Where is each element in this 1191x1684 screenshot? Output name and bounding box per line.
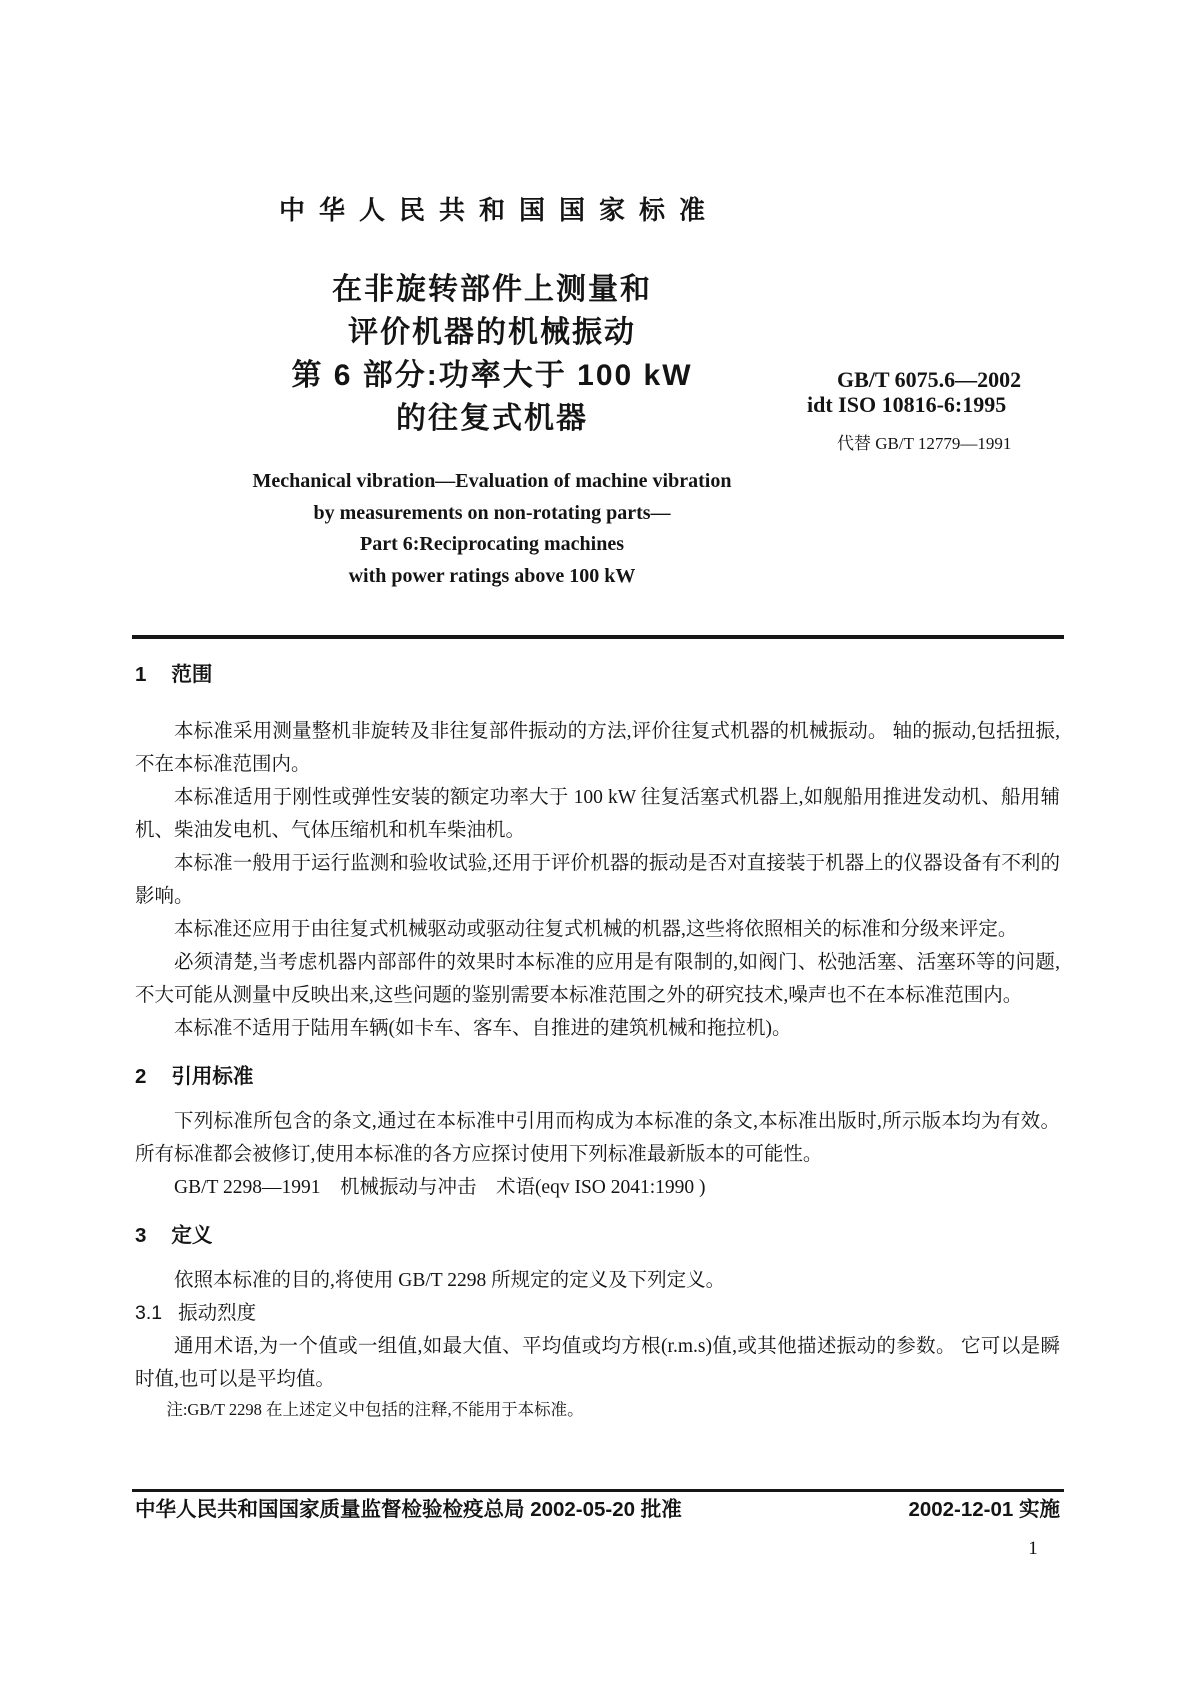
- document-body: [135, 622, 1060, 1424]
- implementation-date: 2002-12-01 实施: [908, 1498, 1060, 1521]
- section-title: 定义: [171, 1224, 213, 1247]
- paragraph: 本标准还应用于由往复式机械驱动或驱动往复式机械的机器,这些将依照相关的标准和分级来评定。: [174, 919, 1018, 940]
- paragraph: 依照本标准的目的,将使用 GB/T 2298 所规定的定义及下列定义。: [174, 1270, 726, 1291]
- english-title: [135, 466, 849, 592]
- section-heading-scope: [135, 662, 1060, 688]
- paragraph: 通用术语,为一个值或一组值,如最大值、平均值或均方根(r.m.s)值,或其他描述振动的参数。 它可以是瞬时值,也可以是平均值。: [135, 1336, 1060, 1390]
- english-title-line: with power ratings above 100 kW: [348, 564, 636, 587]
- chinese-title-line: 的往复式机器: [396, 402, 588, 435]
- english-title-line: Mechanical vibration—Evaluation of machine vibration: [252, 470, 732, 492]
- footer-divider: [132, 1489, 1064, 1492]
- paragraph: 本标准适用于刚性或弹性安装的额定功率大于 100 kW 往复活塞式机器上,如舰船用推进发动机、船用辅机、柴油发电机、气体压缩机和机车柴油机。: [135, 787, 1060, 841]
- section-number: 3: [135, 1224, 147, 1247]
- approval-statement: 中华人民共和国国家质量监督检验检疫总局 2002-05-20 批准: [135, 1498, 682, 1521]
- page-number: 1: [1028, 1538, 1038, 1559]
- chinese-title: [135, 268, 849, 440]
- note-text: 注:GB/T 2298 在上述定义中包括的注释,不能用于本标准。: [166, 1400, 584, 1419]
- paragraph: 必须清楚,当考虑机器内部部件的效果时本标准的应用是有限制的,如阀门、松弛活塞、活塞环等的问题,不大可能从测量中反映出来,这些问题的鉴别需要本标准范围之外的研究技术,噪声也不在本标准范围内。: [135, 952, 1060, 1006]
- paragraph: 本标准不适用于陆用车辆(如卡车、客车、自推进的建筑机械和拖拉机)。: [174, 1018, 792, 1039]
- section-number: 2: [135, 1065, 147, 1088]
- subclause-heading: [135, 1297, 1060, 1330]
- subclause-number: 3.1: [135, 1302, 163, 1324]
- replaces-note: 代替 GB/T 12779—1991: [837, 434, 1012, 453]
- paragraph: 本标准一般用于运行监测和验收试验,还用于评价机器的振动是否对直接装于机器上的仪器设备有不利的影响。: [135, 853, 1060, 907]
- english-title-line: Part 6:Reciprocating machines: [359, 533, 625, 555]
- section-number: 1: [135, 663, 147, 686]
- chinese-title-line: 第 6 部分:功率大于 100 kW: [291, 359, 693, 392]
- reference-entry: GB/T 2298—1991 机械振动与冲击 术语(eqv ISO 2041:1990 ): [174, 1177, 706, 1198]
- paragraph: 下列标准所包含的条文,通过在本标准中引用而构成为本标准的条文,本标准出版时,所示版本均为有效。 所有标准都会被修订,使用本标准的各方应探讨使用下列标准最新版本的可能性。: [135, 1111, 1060, 1165]
- section-title: 引用标准: [171, 1065, 254, 1088]
- footer: [135, 1496, 1060, 1524]
- standard-number-block: [807, 368, 1087, 454]
- section-heading-references: [135, 1064, 1060, 1090]
- standard-idt-code: idt ISO 10816-6:1995: [807, 391, 1007, 417]
- chinese-title-line: 在非旋转部件上测量和: [332, 273, 652, 306]
- section-title: 范围: [171, 663, 213, 686]
- national-standard-banner: 中华人民共和国国家标准: [278, 195, 719, 225]
- standard-code: GB/T 6075.6—2002: [837, 367, 1022, 392]
- chinese-title-line: 评价机器的机械振动: [348, 316, 636, 349]
- subclause-title: 振动烈度: [178, 1302, 257, 1324]
- section-heading-definitions: [135, 1223, 1060, 1249]
- english-title-line: by measurements on non-rotating parts—: [313, 501, 671, 524]
- paragraph: 本标准采用测量整机非旋转及非往复部件振动的方法,评价往复式机器的机械振动。 轴的振动,包括扭振,不在本标准范围内。: [135, 721, 1060, 775]
